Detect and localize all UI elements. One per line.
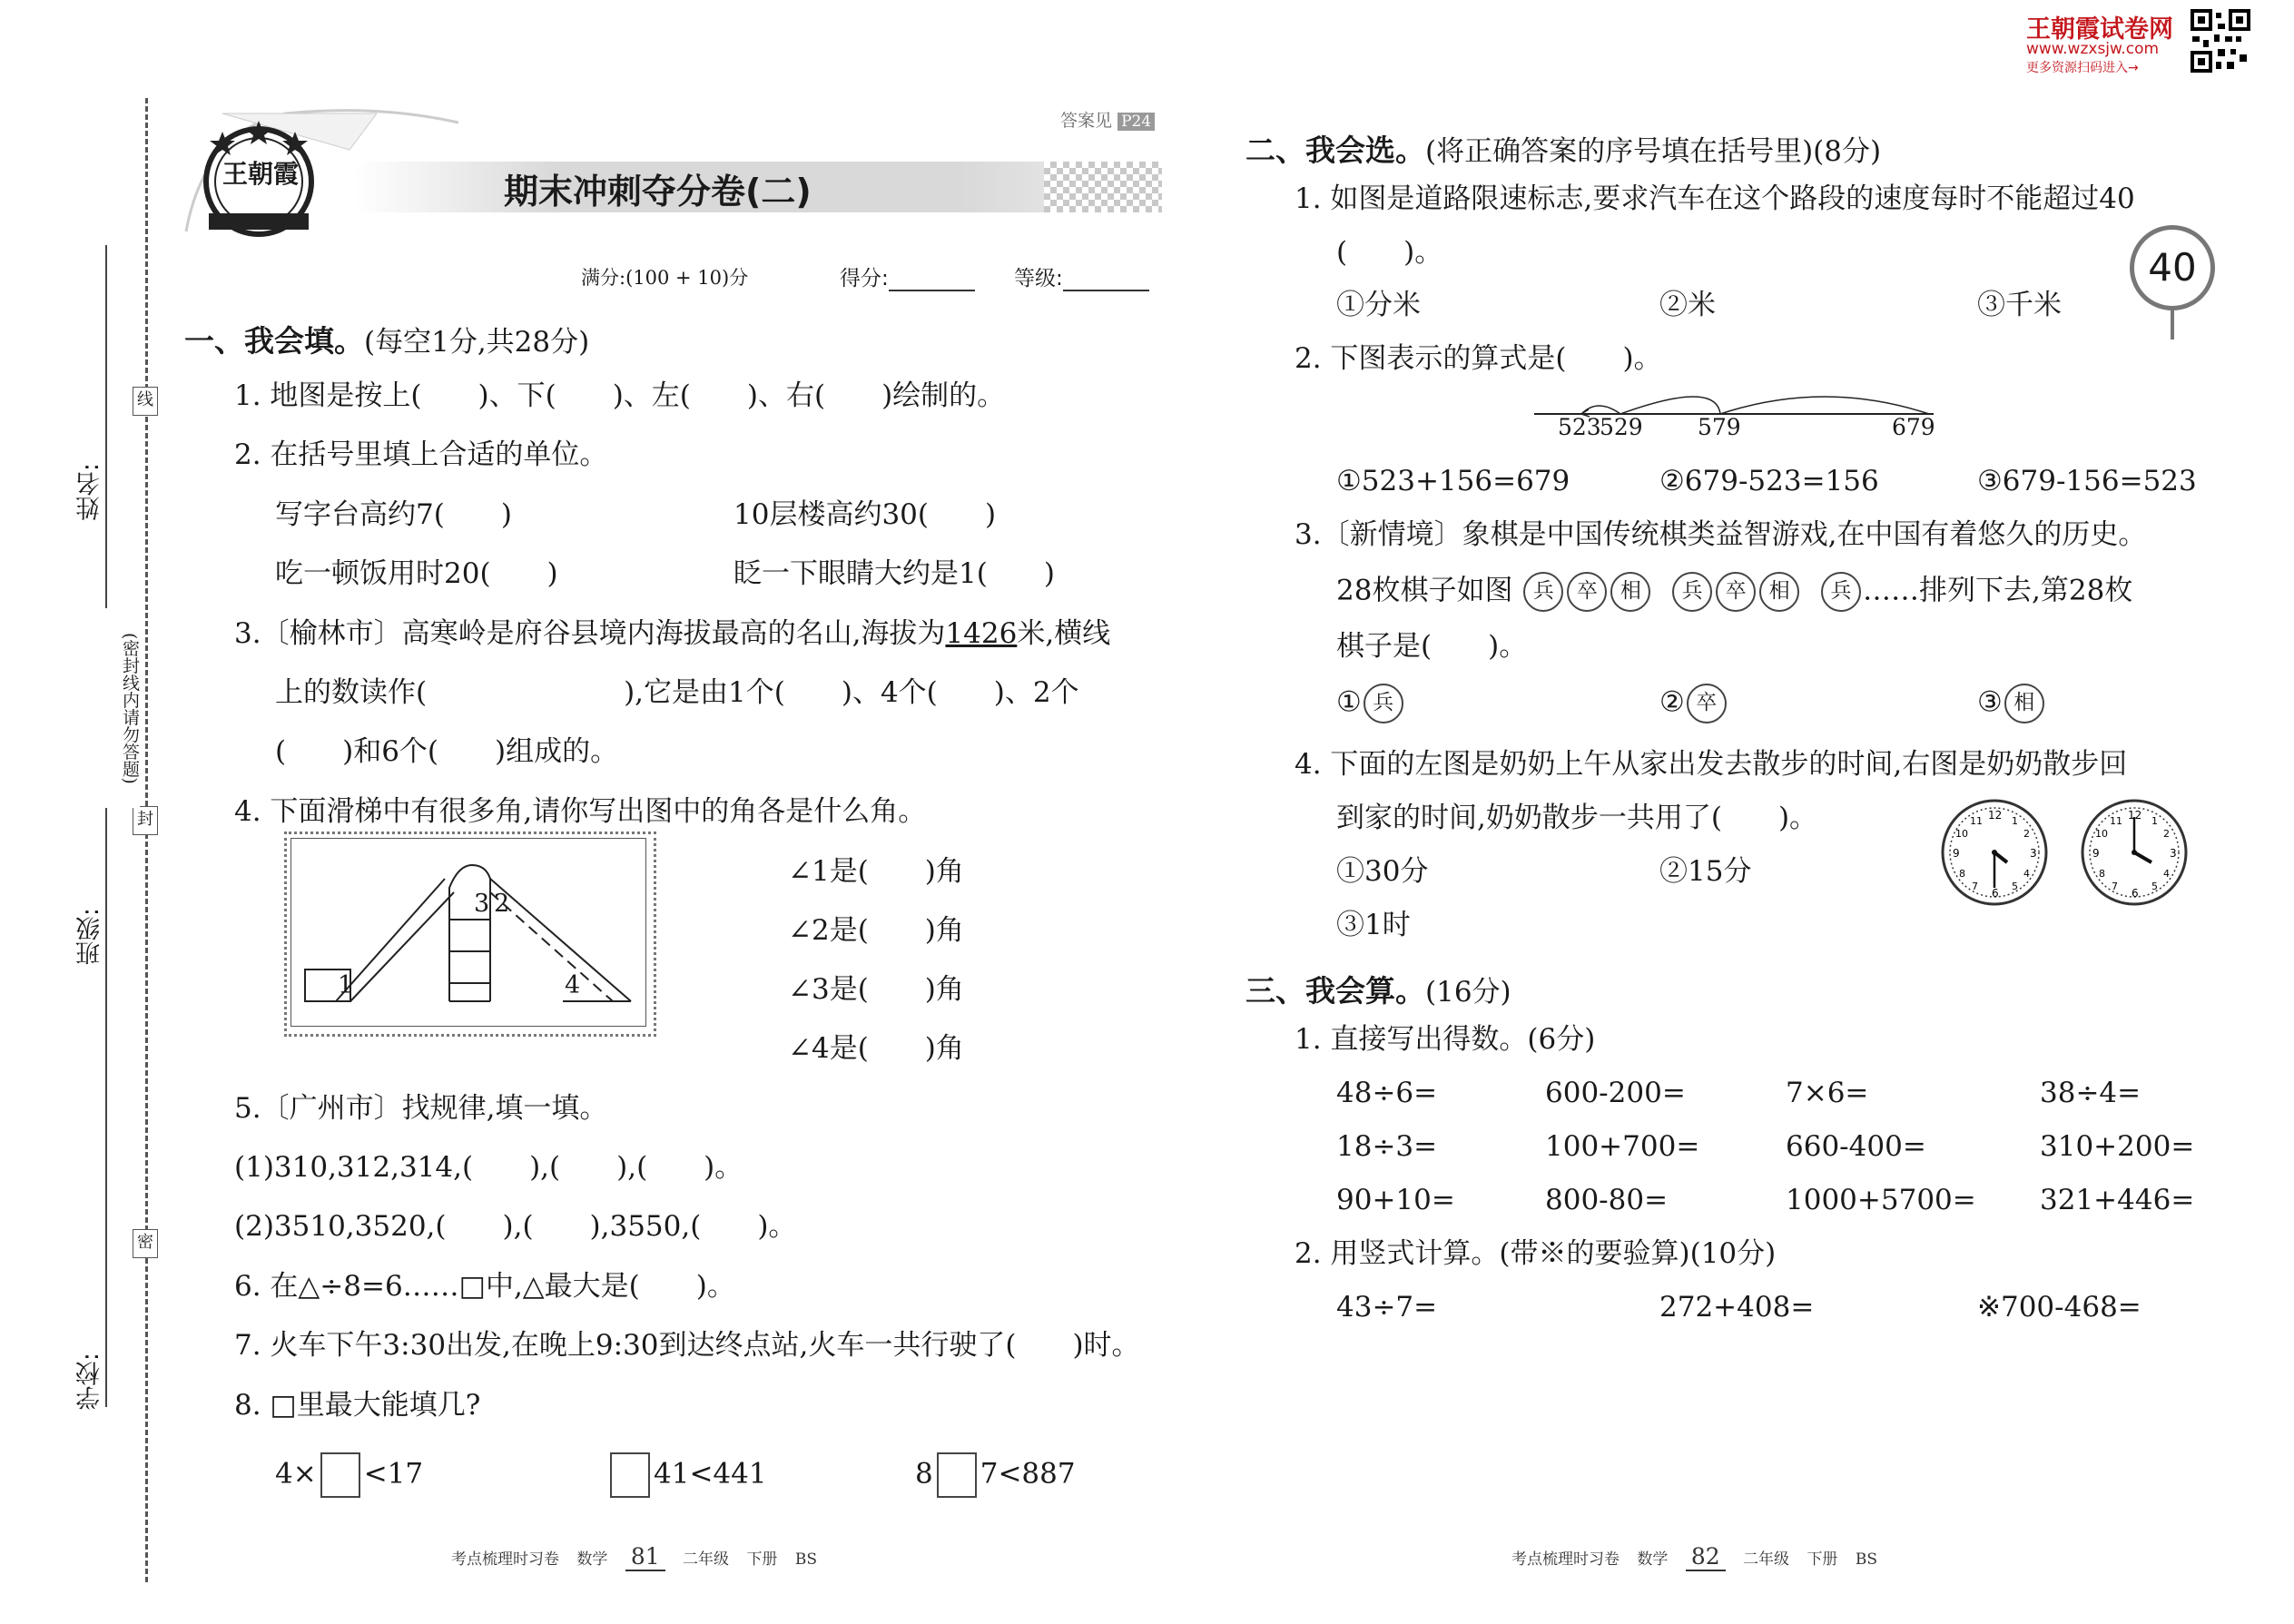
binding-dashed-line xyxy=(145,98,148,1582)
footer-left-series: 考点梳理时习卷 xyxy=(451,1550,559,1569)
slide-angle-4: 4 xyxy=(565,971,581,999)
vert-2: 272+408= xyxy=(1659,1291,1815,1324)
s1-q8c-post: 7<887 xyxy=(980,1457,1076,1491)
s2-q3-opt2-num: ② xyxy=(1659,685,1685,719)
calc-2-1: 18÷3= xyxy=(1336,1130,1438,1163)
s2-q2-opt1: ①523+156=679 xyxy=(1336,465,1570,497)
s1-q3-tail: 米,横线 xyxy=(1017,617,1111,650)
s2-q3-opt1-num: ① xyxy=(1336,685,1362,719)
s2-q3-line1 xyxy=(1295,517,2146,553)
s2-q1-opt3: ③千米 xyxy=(1977,289,2062,321)
s1-q2b: 10层楼高约30( ) xyxy=(733,498,997,531)
s1-q2: 2. 在括号里填上合适的单位。 xyxy=(234,438,608,471)
s1-q4: 4. 下面滑梯中有很多角,请你写出图中的角各是什么角。 xyxy=(234,795,927,828)
svg-text:9: 9 xyxy=(1953,847,1960,860)
calc-1-4: 38÷4= xyxy=(2040,1077,2141,1109)
s1-q8: 8. □里最大能填几? xyxy=(234,1389,481,1422)
s2-q3-opt2 xyxy=(1659,684,1728,723)
footer-right xyxy=(1511,1543,1877,1571)
calc-1-2: 600-200= xyxy=(1545,1077,1686,1109)
footer-right-page: 82 xyxy=(1686,1543,1726,1571)
clock-end-icon xyxy=(2079,797,2190,908)
s2-q4-opt2: ②15分 xyxy=(1659,855,1752,888)
chess-piece-bing: 兵 xyxy=(1364,684,1403,723)
s1-q5b: (2)3510,3520,( ),( ),3550,( )。 xyxy=(234,1210,797,1243)
s1-q4-angle2: ∠2是( )角 xyxy=(788,914,964,947)
s1-q4-angle3: ∠3是( )角 xyxy=(788,973,964,1006)
footer-left-grade: 二年级 xyxy=(683,1550,730,1569)
chess-piece-xiang: 相 xyxy=(1759,572,1799,612)
footer-right-series: 考点梳理时习卷 xyxy=(1511,1550,1620,1569)
vert-3: ※700-468= xyxy=(1977,1291,2141,1324)
s1-q7: 7. 火车下午3:30出发,在晚上9:30到达终点站,火车一共行驶了( )时。 xyxy=(234,1329,1140,1362)
s1-q3-line3: ( )和6个( )组成的。 xyxy=(275,735,619,768)
calc-1-1: 48÷6= xyxy=(1336,1077,1438,1109)
section-2-heading: 二、我会选。 xyxy=(1245,133,1425,168)
svg-text:12: 12 xyxy=(2128,809,2142,822)
grade-blank xyxy=(1063,290,1149,291)
s2-q4-opt1: ①30分 xyxy=(1336,855,1429,888)
number-line-523: 523 xyxy=(1558,414,1601,440)
svg-text:6: 6 xyxy=(2132,887,2139,900)
calc-3-3: 1000+5700= xyxy=(1786,1184,1976,1216)
s1-q3-text: 高寒岭是府谷县境内海拔最高的名山,海拔为 xyxy=(401,617,946,650)
answer-ref-page: P24 xyxy=(1117,113,1155,131)
calc-3-4: 321+446= xyxy=(2040,1184,2195,1216)
s3-q1: 1. 直接写出得数。(6分) xyxy=(1295,1023,1596,1056)
svg-text:10: 10 xyxy=(2095,828,2108,840)
chess-piece-xiang: 相 xyxy=(2004,684,2044,723)
s2-q1-opt2: ②米 xyxy=(1659,289,1716,321)
s1-q2d: 眨一下眼睛大约是1( ) xyxy=(733,557,1055,590)
footer-left-subject: 数学 xyxy=(576,1550,608,1569)
s2-q3-text: 象棋是中国传统棋类益智游戏,在中国有着悠久的历史。 xyxy=(1462,518,2147,551)
svg-text:12: 12 xyxy=(1988,809,2003,822)
calc-2-4: 310+200= xyxy=(2040,1130,2195,1163)
svg-text:4: 4 xyxy=(2163,868,2170,880)
chess-piece-bing: 兵 xyxy=(1523,572,1563,612)
s2-q4: 4. 下面的左图是奶奶上午从家出发去散步的时间,右图是奶奶散步回 xyxy=(1295,748,2128,781)
s1-q8b xyxy=(606,1452,767,1498)
section-1-note: (每空1分,共28分) xyxy=(364,326,590,359)
s2-q3-line2 xyxy=(1336,572,2132,612)
exam-title: 期末冲刺夺分卷(二) xyxy=(504,172,812,212)
calc-2-2: 100+700= xyxy=(1545,1130,1700,1163)
binding-seal-word-2: 封 xyxy=(133,806,158,835)
s1-q6: 6. 在△÷8=6……□中,△最大是( )。 xyxy=(234,1270,735,1303)
footer-right-edition: BS xyxy=(1855,1550,1877,1569)
s1-q8b-post: 41<441 xyxy=(654,1457,767,1491)
svg-text:7: 7 xyxy=(1972,881,1978,892)
calc-3-2: 800-80= xyxy=(1545,1184,1669,1216)
footer-left xyxy=(451,1543,817,1571)
qr-code-icon xyxy=(2191,9,2250,73)
clock-start-icon xyxy=(1939,797,2050,908)
s1-q8a xyxy=(275,1452,423,1498)
s1-q2c: 吃一顿饭用时20( ) xyxy=(275,557,558,590)
svg-text:3: 3 xyxy=(2030,847,2037,860)
svg-text:7: 7 xyxy=(2112,881,2118,892)
chess-piece-bing: 兵 xyxy=(1672,572,1712,612)
s3-q2: 2. 用竖式计算。(带※的要验算)(10分) xyxy=(1295,1237,1777,1270)
site-tagline: 更多资源扫码进入→ xyxy=(2026,61,2139,75)
slide-angle-2: 2 xyxy=(494,890,510,918)
s2-q3-l2-tail: ……排列下去,第28枚 xyxy=(1863,574,2133,607)
s2-q2-opt3: ③679-156=523 xyxy=(1977,465,2197,497)
s2-q2-opt2: ②679-523=156 xyxy=(1659,465,1879,497)
s2-q1: 1. 如图是道路限速标志,要求汽车在这个路段的速度每时不能超过40 xyxy=(1295,182,2135,215)
s1-q1: 1. 地图是按上( )、下( )、左( )、右( )绘制的。 xyxy=(234,379,1006,412)
grade-label-text: 等级: xyxy=(1014,267,1063,290)
s1-q5: 5.〔广州市〕找规律,填一填。 xyxy=(234,1092,608,1125)
s1-q5a: (1)310,312,314,( ),( ),( )。 xyxy=(234,1151,743,1184)
svg-text:3: 3 xyxy=(2170,847,2177,860)
s2-q1-opt1: ①分米 xyxy=(1336,289,1421,321)
s1-q3-number: 1426 xyxy=(945,617,1018,650)
s1-q8b-box[interactable] xyxy=(610,1452,650,1498)
full-score: 满分:(100 + 10)分 xyxy=(581,267,749,289)
slide-angle-1: 1 xyxy=(338,971,354,999)
s1-q2a: 写字台高约7( ) xyxy=(275,498,512,531)
site-brand-name: 王朝霞试卷网 xyxy=(2026,15,2173,44)
binding-seal-word-3: 密 xyxy=(133,1229,158,1258)
s2-q3-tag: 3.〔新情境〕 xyxy=(1295,518,1462,551)
score-label xyxy=(840,261,975,291)
brand-badge-text: 王朝霞 xyxy=(222,159,300,189)
grade-label xyxy=(1014,261,1149,291)
s2-q1b: ( )。 xyxy=(1336,236,1443,269)
chess-piece-zu: 卒 xyxy=(1687,684,1727,723)
speed-limit-pole xyxy=(2171,307,2174,340)
s1-q4-angle4: ∠4是( )角 xyxy=(788,1032,964,1065)
svg-text:2: 2 xyxy=(2023,828,2030,840)
class-label: 班级: xyxy=(76,908,104,966)
svg-text:5: 5 xyxy=(2151,881,2158,892)
s1-q8c-pre: 8 xyxy=(915,1457,933,1491)
svg-text:8: 8 xyxy=(1959,868,1965,880)
speed-limit-sign: 40 xyxy=(2130,225,2215,310)
section-2-title xyxy=(1245,127,1881,170)
s1-q8a-box[interactable] xyxy=(320,1452,360,1498)
score-blank xyxy=(889,290,975,291)
chess-piece-bing: 兵 xyxy=(1821,572,1861,612)
s1-q3-line1 xyxy=(234,615,1110,652)
footer-right-grade: 二年级 xyxy=(1743,1550,1790,1569)
calc-1-3: 7×6= xyxy=(1786,1077,1869,1109)
calc-2-3: 660-400= xyxy=(1786,1130,1926,1163)
chess-piece-zu: 卒 xyxy=(1716,572,1756,612)
s2-q3-line3: 棋子是( )。 xyxy=(1336,630,1528,663)
svg-text:6: 6 xyxy=(1992,887,1999,900)
footer-left-page: 81 xyxy=(625,1543,665,1571)
footer-left-edition: BS xyxy=(794,1550,817,1569)
section-3-note: (16分) xyxy=(1425,976,1511,1009)
chess-piece-xiang: 相 xyxy=(1610,572,1650,612)
school-label: 学校: xyxy=(76,1353,104,1411)
footer-right-term: 下册 xyxy=(1807,1550,1838,1569)
score-label-text: 得分: xyxy=(840,267,889,290)
svg-text:9: 9 xyxy=(2092,847,2100,860)
s1-q8a-pre: 4× xyxy=(275,1457,317,1491)
footer-left-term: 下册 xyxy=(746,1550,778,1569)
s1-q3-line2: 上的数读作( ),它是由1个( )、4个( )、2个 xyxy=(275,676,1079,709)
section-2-note: (将正确答案的序号填在括号里)(8分) xyxy=(1425,135,1882,168)
s1-q3-tag: 3.〔榆林市〕 xyxy=(234,617,402,650)
site-url: www.wzxsjw.com xyxy=(2026,40,2160,58)
number-line-679: 679 xyxy=(1892,414,1935,440)
s2-q4b: 到家的时间,奶奶散步一共用了( )。 xyxy=(1336,802,1818,834)
section-3-title xyxy=(1245,968,1511,1010)
section-1-heading: 一、我会填。 xyxy=(184,323,364,359)
svg-text:8: 8 xyxy=(2099,868,2105,880)
binding-seal-word-1: 线 xyxy=(133,387,158,416)
chess-piece-zu: 卒 xyxy=(1567,572,1607,612)
answer-ref xyxy=(1060,107,1155,132)
svg-text:4: 4 xyxy=(2023,868,2030,880)
section-1-title xyxy=(184,318,589,360)
calc-3-1: 90+10= xyxy=(1336,1184,1455,1216)
s1-q8c xyxy=(915,1452,1076,1498)
svg-text:1: 1 xyxy=(2012,815,2018,827)
section-3-heading: 三、我会算。 xyxy=(1245,973,1425,1009)
vert-1: 43÷7= xyxy=(1336,1291,1438,1324)
number-line-579: 579 xyxy=(1698,414,1741,440)
s2-q3-opt3 xyxy=(1977,684,2046,723)
binding-notice: (密封线内请勿答题) xyxy=(103,608,140,808)
s2-q2: 2. 下图表示的算式是( )。 xyxy=(1295,342,1662,375)
s1-q4-angle1: ∠1是( )角 xyxy=(788,855,964,888)
title-bar-checker xyxy=(1044,162,1162,212)
answer-ref-label: 答案见 xyxy=(1060,111,1113,131)
svg-text:1: 1 xyxy=(2151,815,2158,827)
s1-q8a-post: <17 xyxy=(363,1457,424,1491)
footer-right-subject: 数学 xyxy=(1637,1550,1669,1569)
s2-q3-opt3-num: ③ xyxy=(1977,685,2003,719)
svg-text:10: 10 xyxy=(1955,828,1968,840)
number-line-529: 529 xyxy=(1600,414,1643,440)
s2-q3-l2-pre: 28枚棋子如图 xyxy=(1336,574,1513,607)
s2-q3-opt1 xyxy=(1336,684,1405,723)
svg-text:2: 2 xyxy=(2163,828,2170,840)
svg-text:11: 11 xyxy=(1970,815,1983,827)
svg-text:11: 11 xyxy=(2110,815,2122,827)
s2-q4-opt3: ③1时 xyxy=(1336,909,1411,941)
binding-solid-line xyxy=(105,245,107,1407)
name-label: 姓名: xyxy=(76,463,104,521)
svg-text:5: 5 xyxy=(2012,881,2018,892)
s1-q8c-box[interactable] xyxy=(937,1452,977,1498)
slide-angle-3: 3 xyxy=(474,890,490,918)
